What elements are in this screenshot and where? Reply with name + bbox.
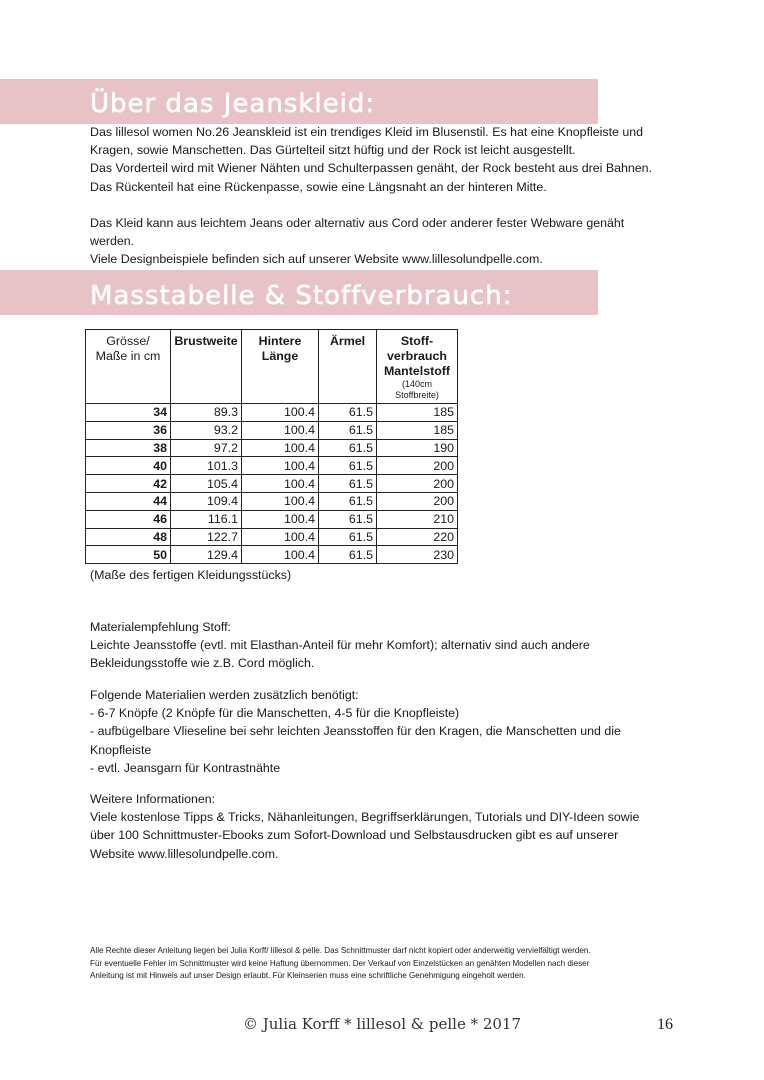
info-line: Website www.lillesolundpelle.com.: [90, 846, 279, 861]
material-line: Bekleidungsstoffe wie z.B. Cord möglich.: [90, 656, 315, 671]
header-brust: [171, 330, 242, 404]
cell-laenge: 100.4: [242, 421, 319, 439]
header-stoff-note2: Stoffbreite): [395, 390, 439, 400]
cell-laenge: 100.4: [242, 528, 319, 546]
table-row: [86, 510, 458, 528]
table-row: [86, 492, 458, 510]
info-heading: Weitere Informationen:: [90, 792, 216, 806]
header-laenge-line2: Länge: [261, 349, 299, 363]
needed-line: - 6-7 Knöpfe (2 Knöpfe für die Manschetten, 4-5 für die Knopfleiste): [90, 706, 460, 721]
cell-laenge: 100.4: [242, 510, 319, 528]
needed-line: - aufbügelbare Vlieseline bei sehr leichten Jeansstoffen für den Kragen, die Manschetten und die: [90, 724, 621, 739]
footnote-line: Anleitung ist mit Hinweis auf unser Design erlaubt. Für Kleinserien muss eine schriftliche Genehmigung eingeholt werden.: [90, 971, 526, 980]
needed-section: [90, 686, 690, 777]
cell-brust: 116.1: [171, 510, 242, 528]
about-line: Das lillesol women No.26 Jeanskleid ist ein trendiges Kleid im Blusenstil. Es hat eine Knopfleiste und: [90, 125, 644, 139]
cell-stoff: 210: [377, 510, 458, 528]
about-line: werden.: [90, 234, 135, 249]
cell-size: 42: [86, 475, 171, 493]
about-paragraph: [90, 123, 690, 269]
cell-laenge: 100.4: [242, 457, 319, 475]
cell-stoff: 230: [377, 546, 458, 564]
header-stoff-line3: Mantelstoff: [383, 364, 451, 378]
cell-brust: 129.4: [171, 546, 242, 564]
cell-stoff: 185: [377, 404, 458, 422]
about-line: [90, 196, 690, 214]
cell-size: 38: [86, 439, 171, 457]
cell-brust: 109.4: [171, 492, 242, 510]
cell-laenge: 100.4: [242, 404, 319, 422]
cell-laenge: 100.4: [242, 439, 319, 457]
cell-brust: 122.7: [171, 528, 242, 546]
header-size: [86, 330, 171, 404]
table-row: [86, 404, 458, 422]
cell-size: 34: [86, 404, 171, 422]
material-section: [90, 618, 690, 673]
cell-brust: 97.2: [171, 439, 242, 457]
table-row: [86, 546, 458, 564]
table-row: [86, 421, 458, 439]
cell-brust: 105.4: [171, 475, 242, 493]
cell-aermel: 61.5: [319, 510, 377, 528]
footnote-line: Für eventuelle Fehler im Schnittmuster wird keine Haftung übernommen. Der Verkauf von Einzelstücken an genähten Modellen nach dieser: [90, 958, 590, 968]
table-caption: (Maße des fertigen Kleidungsstücks): [90, 568, 292, 582]
table-row: [86, 475, 458, 493]
needed-heading: Folgende Materialien werden zusätzlich benötigt:: [90, 688, 359, 702]
header-stoff-line2: verbrauch: [387, 349, 447, 363]
cell-stoff: 190: [377, 439, 458, 457]
cell-aermel: 61.5: [319, 528, 377, 546]
table-row: [86, 439, 458, 457]
cell-stoff: 200: [377, 457, 458, 475]
needed-line: - evtl. Jeansgarn für Kontrastnähte: [90, 760, 281, 775]
cell-laenge: 100.4: [242, 492, 319, 510]
about-line: Das Vorderteil wird mit Wiener Nähten und Schulterpassen genäht, der Rock besteht aus drei Bahnen.: [90, 161, 653, 176]
header-laenge-line1: Hintere: [258, 334, 302, 348]
table-row: [86, 528, 458, 546]
legal-footnote: [90, 945, 690, 983]
cell-brust: 101.3: [171, 457, 242, 475]
cell-stoff: 220: [377, 528, 458, 546]
footer-copyright: © Julia Korff * lillesol & pelle * 2017: [242, 1015, 522, 1033]
cell-size: 44: [86, 492, 171, 510]
cell-aermel: 61.5: [319, 421, 377, 439]
cell-aermel: 61.5: [319, 457, 377, 475]
section-title-size-table: Masstabelle & Stoffverbrauch:: [90, 281, 513, 311]
cell-aermel: 61.5: [319, 404, 377, 422]
info-section: [90, 790, 690, 863]
page-number: 16: [657, 1016, 673, 1033]
footnote-line: Alle Rechte dieser Anleitung liegen bei Julia Korff/ lillesol & pelle. Das Schnittmuster darf nicht kopiert oder anderweitig vervielfältigt werden.: [90, 946, 591, 955]
cell-laenge: 100.4: [242, 475, 319, 493]
header-aermel-label: Ärmel: [329, 334, 366, 348]
header-stoff: [377, 330, 458, 404]
cell-size: 40: [86, 457, 171, 475]
table-header-row: [86, 330, 458, 404]
header-stoff-line1: Stoff-: [400, 334, 434, 348]
material-line: Leichte Jeansstoffe (evtl. mit Elasthan-Anteil für mehr Komfort); alternativ sind auch andere: [90, 638, 590, 653]
header-aermel: [319, 330, 377, 404]
info-line: über 100 Schnittmuster-Ebooks zum Sofort-Download und Selbstausdrucken gibt es auf unserer: [90, 828, 619, 843]
cell-stoff: 200: [377, 492, 458, 510]
cell-aermel: 61.5: [319, 546, 377, 564]
header-size-line2: Maße in cm: [95, 349, 161, 363]
section-title-about: Über das Jeanskleid:: [90, 89, 376, 119]
material-heading: Materialempfehlung Stoff:: [90, 620, 231, 634]
header-brust-label: Brustweite: [174, 334, 238, 348]
cell-size: 48: [86, 528, 171, 546]
cell-aermel: 61.5: [319, 439, 377, 457]
header-laenge: [242, 330, 319, 404]
cell-laenge: 100.4: [242, 546, 319, 564]
needed-line: Knopfleiste: [90, 742, 152, 757]
about-line: Kragen, sowie Manschetten. Das Gürtelteil sitzt hüftig und der Rock ist leicht ausgestellt.: [90, 143, 576, 158]
cell-brust: 93.2: [171, 421, 242, 439]
cell-stoff: 185: [377, 421, 458, 439]
cell-size: 46: [86, 510, 171, 528]
size-table: [85, 329, 458, 564]
info-line: Viele kostenlose Tipps & Tricks, Nähanleitungen, Begriffserklärungen, Tutorials und DIY-Ideen sowie: [90, 810, 640, 825]
about-line: Das Kleid kann aus leichtem Jeans oder alternativ aus Cord oder anderer fester Webware genäht: [90, 216, 625, 231]
table-row: [86, 457, 458, 475]
header-size-line1: Grösse/: [106, 334, 150, 348]
header-stoff-note1: (140cm: [401, 379, 432, 389]
cell-stoff: 200: [377, 475, 458, 493]
cell-size: 36: [86, 421, 171, 439]
cell-brust: 89.3: [171, 404, 242, 422]
about-line: Viele Designbeispiele befinden sich auf unserer Website www.lillesolundpelle.com.: [90, 252, 543, 267]
cell-aermel: 61.5: [319, 475, 377, 493]
cell-size: 50: [86, 546, 171, 564]
about-line: Das Rückenteil hat eine Rückenpasse, sowie eine Längsnaht an der hinteren Mitte.: [90, 179, 547, 194]
cell-aermel: 61.5: [319, 492, 377, 510]
